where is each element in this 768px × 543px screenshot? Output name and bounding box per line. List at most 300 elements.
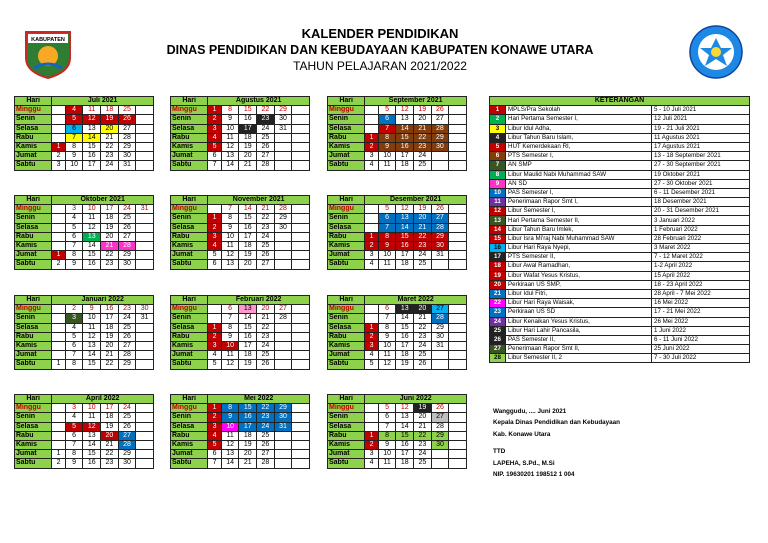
month-title: Juni 2022 [365,395,467,404]
date-cell: 3 [208,124,221,133]
day-name: Jumat [15,450,52,459]
date-cell [52,314,65,323]
date-cell [292,260,310,269]
day-name: Senin [171,413,208,422]
day-name: Senin [328,314,365,323]
date-cell [274,360,292,369]
date-cell: 10 [83,404,101,413]
keterangan-label: Penerimaan Rapor Smt I, [506,198,652,207]
date-cell: 15 [239,214,257,223]
date-cell [449,332,467,341]
day-name: Sabtu [328,161,365,170]
day-name: Minggu [171,404,208,413]
date-cell: 8 [378,133,396,142]
date-cell: 21 [239,459,257,468]
date-cell [292,305,310,314]
keterangan-date: 26 Mei 2022 [652,317,750,326]
date-cell: 10 [221,341,239,350]
keterangan-number: 23 [490,308,506,317]
date-cell [292,142,310,151]
date-cell [136,332,154,341]
date-cell [274,161,292,170]
keterangan-date: 1 Februari 2022 [652,225,750,234]
date-cell: 24 [101,161,119,170]
date-cell: 20 [257,305,275,314]
date-cell: 11 [83,413,101,422]
date-cell: 24 [257,124,275,133]
date-cell: 21 [257,314,275,323]
date-cell: 19 [239,360,257,369]
date-cell [365,106,378,115]
day-header: Hari [171,196,208,205]
day-name: Kamis [328,341,365,350]
day-name: Jumat [171,351,208,360]
date-cell: 16 [396,440,414,449]
date-cell: 27 [118,124,136,133]
date-cell [274,251,292,260]
date-cell: 2 [52,459,65,468]
date-cell [449,106,467,115]
date-cell: 13 [83,124,101,133]
date-cell: 12 [396,404,414,413]
keterangan-date: 16 Mei 2022 [652,299,750,308]
date-cell: 24 [257,232,275,241]
day-name: Selasa [15,422,52,431]
date-cell: 5 [365,360,378,369]
day-name: Sabtu [171,360,208,369]
date-cell: 16 [83,260,101,269]
date-cell: 16 [239,332,257,341]
day-name: Selasa [328,323,365,332]
keterangan-date: 18 - 23 April 2022 [652,280,750,289]
title-line-1: KALENDER PENDIDIKAN [301,26,459,41]
date-cell [136,450,154,459]
date-cell [274,351,292,360]
day-name: Rabu [171,431,208,440]
day-name: Sabtu [171,260,208,269]
date-cell [292,161,310,170]
date-cell [292,450,310,459]
day-header: Hari [171,97,208,106]
date-cell: 29 [274,106,292,115]
date-cell: 3 [65,404,83,413]
keterangan-number: 14 [490,225,506,234]
date-cell [52,440,65,449]
keterangan-row [490,335,750,344]
keterangan-number: 3 [490,124,506,133]
day-name: Minggu [15,106,52,115]
signature-region: Kab. Konawe Utara [493,430,551,438]
day-name: Kamis [328,440,365,449]
date-cell: 13 [239,305,257,314]
date-cell [52,205,65,214]
day-name: Senin [171,214,208,223]
keterangan-date: 27 - 30 Oktober 2021 [652,179,750,188]
date-cell: 19 [101,115,119,124]
date-cell: 19 [239,440,257,449]
day-name: Jumat [15,251,52,260]
keterangan-row [490,326,750,335]
date-cell [449,152,467,161]
date-cell [292,106,310,115]
date-cell: 3 [365,341,378,350]
date-cell: 15 [239,106,257,115]
day-name: Minggu [328,404,365,413]
date-cell: 6 [65,124,83,133]
date-cell [274,440,292,449]
keterangan-row [490,253,750,262]
date-cell: 21 [414,314,432,323]
date-cell: 22 [414,232,432,241]
keterangan-date: 17 Agustus 2021 [652,142,750,151]
date-cell: 27 [118,341,136,350]
date-cell: 26 [118,422,136,431]
date-cell: 2 [52,152,65,161]
date-cell [208,305,221,314]
day-name: Minggu [15,305,52,314]
date-cell: 22 [101,142,119,151]
keterangan-label: Perkiraan US SMP, [506,280,652,289]
date-cell: 26 [118,332,136,341]
date-cell: 28 [118,133,136,142]
keterangan-number: 7 [490,161,506,170]
date-cell: 2 [365,142,378,151]
date-cell: 20 [101,124,119,133]
month-title: Desember 2021 [365,196,467,205]
date-cell: 9 [378,332,396,341]
month-title: Mei 2022 [208,395,310,404]
date-cell: 1 [365,133,378,142]
day-name: Minggu [171,205,208,214]
keterangan-number: 12 [490,207,506,216]
date-cell: 13 [396,115,414,124]
date-cell [52,106,65,115]
date-cell [431,260,449,269]
keterangan-label: Hari Pertama Semester I, [506,115,652,124]
keterangan-row [490,170,750,179]
date-cell: 19 [396,360,414,369]
date-cell: 2 [65,305,83,314]
keterangan-date: 6 - 11 Juni 2022 [652,335,750,344]
date-cell [136,251,154,260]
date-cell: 13 [83,341,101,350]
month-title: April 2022 [52,395,154,404]
date-cell [449,341,467,350]
keterangan-date: 19 Oktober 2021 [652,170,750,179]
keterangan-label: Penerimaan Rapor Smt II, [506,345,652,354]
date-cell: 30 [431,332,449,341]
date-cell: 4 [65,106,83,115]
keterangan-date: 25 Juni 2022 [652,345,750,354]
date-cell: 8 [221,323,239,332]
day-name: Kamis [171,341,208,350]
month-title: Oktober 2021 [52,196,154,205]
keterangan-row [490,234,750,243]
day-name: Senin [15,115,52,124]
date-cell: 8 [378,323,396,332]
keterangan-row [490,115,750,124]
date-cell: 3 [208,341,221,350]
keterangan-date: 17 - 21 Mei 2022 [652,308,750,317]
date-cell: 25 [257,431,275,440]
date-cell [52,214,65,223]
date-cell: 1 [208,323,221,332]
date-cell: 11 [221,241,239,250]
date-cell [292,431,310,440]
date-cell: 2 [365,241,378,250]
date-cell: 7 [378,314,396,323]
keterangan-label: AN SMP [506,161,652,170]
date-cell: 23 [257,115,275,124]
date-cell: 26 [414,360,432,369]
date-cell [292,422,310,431]
date-cell: 4 [365,459,378,468]
date-cell [449,413,467,422]
date-cell [449,133,467,142]
date-cell: 6 [65,232,83,241]
date-cell: 31 [136,314,154,323]
keterangan-date: 1-2 April 2022 [652,262,750,271]
date-cell: 6 [208,152,221,161]
signature-place-date: Wanggudu, .... Juni 2021 [493,408,567,415]
day-name: Minggu [328,305,365,314]
date-cell: 28 [257,459,275,468]
date-cell: 4 [208,133,221,142]
date-cell: 17 [239,124,257,133]
keterangan-row [490,106,750,115]
date-cell: 28 [118,440,136,449]
month-table [14,295,154,370]
date-cell: 19 [101,223,119,232]
date-cell: 4 [365,161,378,170]
date-cell: 24 [118,314,136,323]
date-cell: 29 [118,251,136,260]
date-cell [365,214,378,223]
keterangan-number: 21 [490,289,506,298]
keterangan-date: 19 - 21 Juli 2021 [652,124,750,133]
keterangan-number: 13 [490,216,506,225]
date-cell: 24 [257,341,275,350]
date-cell: 4 [65,413,83,422]
date-cell: 13 [221,152,239,161]
date-cell: 18 [239,133,257,142]
date-cell: 6 [65,431,83,440]
date-cell: 17 [239,232,257,241]
date-cell: 19 [101,422,119,431]
date-cell: 22 [257,323,275,332]
date-cell: 28 [257,161,275,170]
date-cell: 7 [65,241,83,250]
date-cell [365,314,378,323]
date-cell: 6 [208,450,221,459]
date-cell: 27 [274,305,292,314]
date-cell: 29 [274,404,292,413]
date-cell: 16 [83,152,101,161]
date-cell [136,323,154,332]
keterangan-label: PAS Semester II, [506,335,652,344]
day-name: Jumat [171,251,208,260]
date-cell [136,106,154,115]
date-cell: 24 [257,422,275,431]
day-name: Sabtu [171,459,208,468]
date-cell: 8 [65,251,83,260]
keterangan-label: Libur Tahun Baru Imlek, [506,225,652,234]
date-cell: 17 [396,341,414,350]
date-cell: 29 [431,431,449,440]
date-cell [449,223,467,232]
signature-ttd: TTD [493,448,506,456]
keterangan-number: 8 [490,170,506,179]
date-cell: 13 [396,305,414,314]
date-cell: 24 [118,404,136,413]
month-title: Maret 2022 [365,296,467,305]
date-cell: 2 [208,413,221,422]
date-cell: 26 [431,404,449,413]
day-header: Hari [171,395,208,404]
date-cell: 16 [239,115,257,124]
date-cell [274,332,292,341]
date-cell: 18 [239,431,257,440]
day-name: Jumat [15,351,52,360]
date-cell: 14 [239,205,257,214]
date-cell: 21 [414,124,432,133]
day-name: Rabu [328,431,365,440]
date-cell: 14 [221,459,239,468]
month-table [14,96,154,171]
header [0,0,768,92]
date-cell: 16 [239,413,257,422]
date-cell: 5 [378,404,396,413]
date-cell: 11 [221,351,239,360]
date-cell [274,450,292,459]
date-cell: 9 [221,332,239,341]
date-cell [52,351,65,360]
date-cell: 7 [65,440,83,449]
date-cell [136,440,154,449]
date-cell [136,124,154,133]
date-cell [274,133,292,142]
date-cell: 14 [239,314,257,323]
date-cell: 8 [221,404,239,413]
day-name: Senin [171,314,208,323]
date-cell: 8 [378,232,396,241]
date-cell: 22 [257,214,275,223]
date-cell: 23 [101,152,119,161]
date-cell: 20 [239,260,257,269]
keterangan-number: 4 [490,133,506,142]
date-cell [431,450,449,459]
date-cell [274,152,292,161]
date-cell [431,459,449,468]
date-cell: 12 [221,440,239,449]
date-cell: 16 [396,241,414,250]
date-cell: 21 [101,241,119,250]
date-cell [292,404,310,413]
day-name: Rabu [15,332,52,341]
keterangan-date: 11 Agustus 2021 [652,133,750,142]
date-cell: 30 [118,260,136,269]
date-cell: 18 [239,241,257,250]
date-cell [449,142,467,151]
date-cell: 30 [274,115,292,124]
date-cell: 22 [257,404,275,413]
date-cell: 27 [431,214,449,223]
keterangan-number: 28 [490,354,506,363]
date-cell: 1 [365,431,378,440]
date-cell [449,251,467,260]
day-name: Kamis [328,142,365,151]
date-cell: 17 [239,422,257,431]
date-cell [292,332,310,341]
date-cell [292,152,310,161]
month-title: November 2021 [208,196,310,205]
date-cell [365,223,378,232]
date-cell: 17 [396,450,414,459]
day-name: Sabtu [328,360,365,369]
date-cell: 18 [396,351,414,360]
day-name: Rabu [171,133,208,142]
day-name: Minggu [15,404,52,413]
date-cell: 10 [221,124,239,133]
date-cell: 10 [65,161,83,170]
date-cell: 27 [118,431,136,440]
signature-block [493,406,620,480]
date-cell [274,431,292,440]
date-cell [274,142,292,151]
date-cell: 7 [378,223,396,232]
date-cell: 25 [118,413,136,422]
date-cell: 14 [221,161,239,170]
date-cell: 14 [396,422,414,431]
date-cell [52,241,65,250]
keterangan-date: 3 Januari 2022 [652,216,750,225]
day-name: Minggu [171,305,208,314]
date-cell [449,161,467,170]
keterangan-title: KETERANGAN [490,97,750,106]
date-cell [274,260,292,269]
date-cell: 28 [274,205,292,214]
day-name: Sabtu [171,161,208,170]
date-cell: 3 [52,161,65,170]
date-cell [136,241,154,250]
keterangan-row [490,142,750,151]
date-cell: 13 [83,431,101,440]
keterangan-number: 20 [490,280,506,289]
keterangan-date: 13 - 18 September 2021 [652,152,750,161]
date-cell: 13 [221,260,239,269]
date-cell: 18 [101,106,119,115]
keterangan-number: 19 [490,271,506,280]
date-cell: 10 [221,232,239,241]
date-cell: 14 [396,314,414,323]
day-header: Hari [328,296,365,305]
keterangan-row [490,161,750,170]
day-name: Rabu [328,232,365,241]
date-cell [52,332,65,341]
date-cell: 25 [414,161,432,170]
day-header: Hari [15,196,52,205]
keterangan-row [490,179,750,188]
date-cell: 14 [396,223,414,232]
day-name: Kamis [171,440,208,449]
keterangan-date: 28 Februari 2022 [652,234,750,243]
date-cell [449,260,467,269]
day-name: Selasa [171,124,208,133]
date-cell: 16 [396,142,414,151]
date-cell: 15 [83,142,101,151]
date-cell [449,431,467,440]
date-cell: 19 [239,251,257,260]
